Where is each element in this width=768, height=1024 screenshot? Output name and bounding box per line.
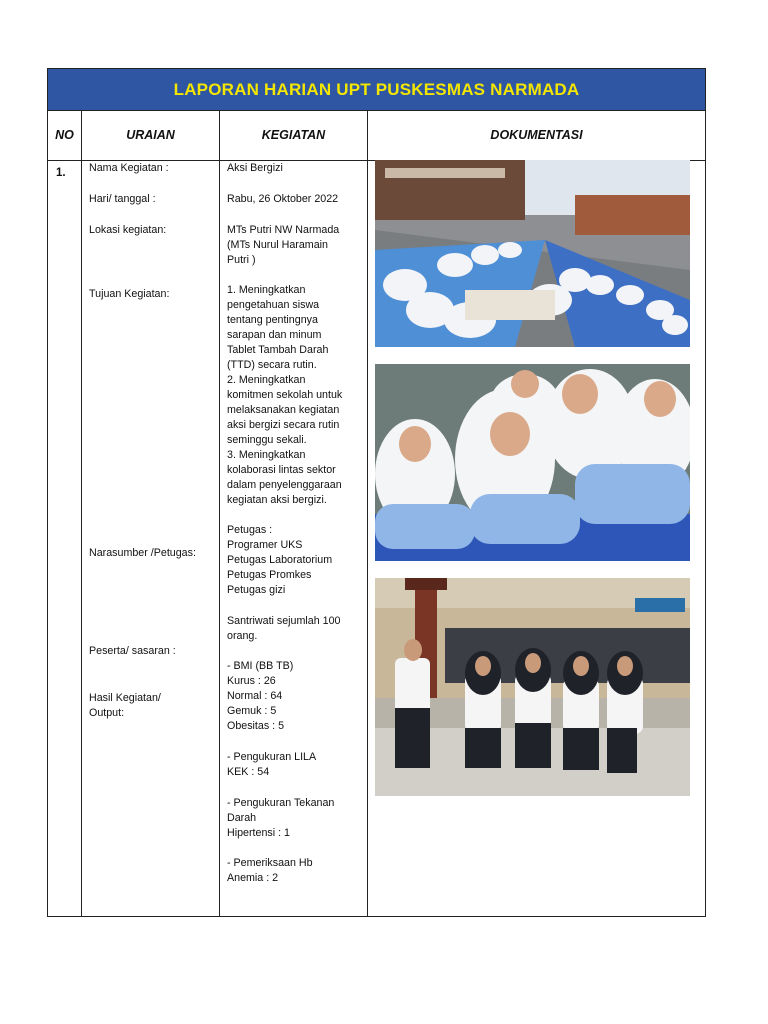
documentation-photo-3 xyxy=(375,578,690,796)
report-title: LAPORAN HARIAN UPT PUSKESMAS NARMADA xyxy=(173,79,580,99)
column-divider xyxy=(367,110,368,916)
header-no: NO xyxy=(48,110,81,161)
label-lokasi: Lokasi kegiatan: xyxy=(89,224,167,236)
value-bmi: - BMI (BB TB) Kurus : 26 Normal : 64 Gemuk : 5 Obesitas : 5 xyxy=(227,660,294,732)
value-hari-tanggal: Rabu, 26 Oktober 2022 xyxy=(227,193,339,205)
label-nama-kegiatan: Nama Kegiatan : xyxy=(89,162,169,174)
header-dokumentasi: DOKUMENTASI xyxy=(368,110,705,161)
documentation-photo-2 xyxy=(375,364,690,561)
label-narasumber: Narasumber /Petugas: xyxy=(89,547,196,559)
value-lila: - Pengukuran LILA KEK : 54 xyxy=(227,751,317,778)
label-hasil: Hasil Kegiatan/ Output: xyxy=(89,692,161,719)
column-divider xyxy=(219,110,220,916)
value-tekanan-darah: - Pengukuran Tekanan Darah Hipertensi : 1 xyxy=(227,797,335,839)
value-peserta: Santriwati sejumlah 100 orang. xyxy=(227,615,341,642)
photo-2-illustration xyxy=(375,364,690,561)
value-petugas: Petugas : Programer UKS Petugas Laboratorium Petugas Promkes Petugas gizi xyxy=(227,524,333,596)
photo-1-illustration xyxy=(375,160,690,347)
value-nama-kegiatan: Aksi Bergizi xyxy=(227,162,283,174)
header-uraian: URAIAN xyxy=(82,110,219,161)
value-tujuan: 1. Meningkatkan pengetahuan siswa tentang pentingnya sarapan dan minum Tablet Tambah Darah (TTD) secara rutin. 2. Meningkatkan komitmen sekolah untuk melaksanakan kegiatan aksi bergizi secara rutin seminggu sekali. 3. Meningkatkan kolaborasi lintas sektor dalam penyelenggaraan kegiatan aksi bergizi. xyxy=(227,284,343,506)
value-hb: - Pemeriksaan Hb Anemia : 2 xyxy=(227,857,313,884)
header-kegiatan: KEGIATAN xyxy=(220,110,367,161)
column-divider xyxy=(81,110,82,916)
label-tujuan: Tujuan Kegiatan: xyxy=(89,288,170,300)
row-number: 1. xyxy=(56,167,66,179)
label-peserta: Peserta/ sasaran : xyxy=(89,645,176,657)
documentation-photo-1 xyxy=(375,160,690,347)
title-bar xyxy=(48,69,705,111)
label-hari-tanggal: Hari/ tanggal : xyxy=(89,193,156,205)
value-lokasi: MTs Putri NW Narmada (MTs Nurul Haramain Putri ) xyxy=(227,224,340,266)
photo-3-illustration xyxy=(375,578,690,796)
